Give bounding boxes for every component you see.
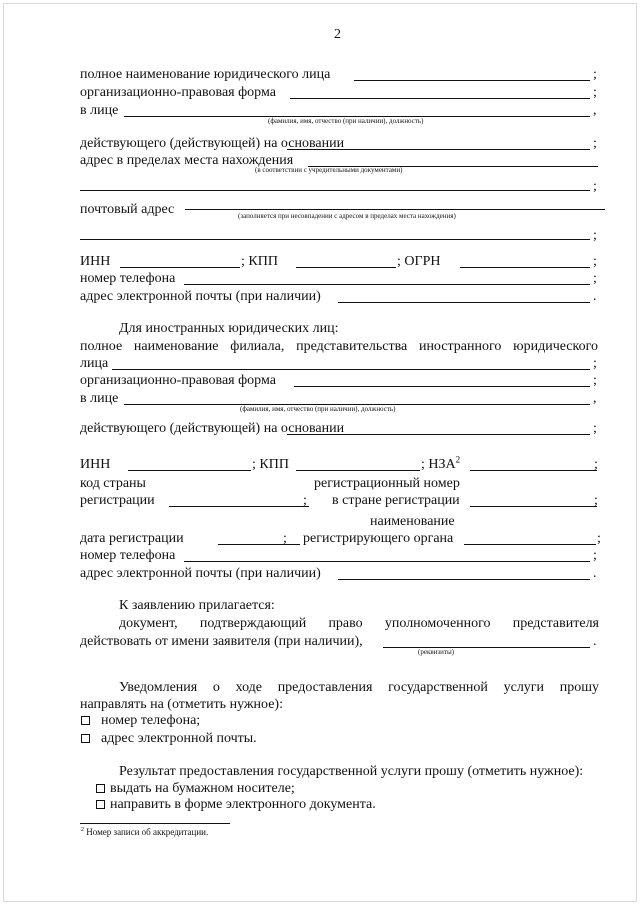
semicolon: ;	[597, 531, 601, 546]
foreign-represented-by-label: в лице	[80, 391, 119, 406]
semicolon: ;	[593, 356, 597, 371]
result-paper-checkbox[interactable]	[96, 784, 105, 793]
foreign-full-name-label: полное наименование филиала, представительства иностранного юридического	[80, 339, 598, 354]
charter-hint: (в соответствии с учредительными документами)	[255, 166, 403, 174]
notifications-line2: направлять на (отметить нужное):	[80, 697, 283, 712]
postal-field-line2[interactable]	[80, 239, 590, 240]
reg-number-label: регистрационный номер	[314, 476, 460, 491]
nza-footnote-mark: 2	[455, 454, 461, 465]
foreign-kpp-field[interactable]	[296, 470, 420, 471]
nza-field[interactable]	[470, 470, 597, 471]
org-form-field[interactable]	[290, 98, 590, 99]
foreign-heading: Для иностранных юридических лиц:	[119, 321, 339, 336]
foreign-phone-label: номер телефона	[80, 548, 176, 563]
notify-phone-checkbox[interactable]	[81, 716, 90, 725]
foreign-email-label: адрес электронной почты (при наличии)	[80, 566, 321, 581]
foreign-org-form-label: организационно-правовая форма	[80, 373, 276, 388]
notify-email-label: адрес электронной почты.	[101, 731, 257, 746]
attachments-heading: К заявлению прилагается:	[119, 598, 275, 613]
semicolon: ;	[593, 373, 597, 388]
footnote-mark: 2	[81, 827, 84, 833]
semicolon: ;	[593, 136, 597, 151]
fio-hint: (фамилия, имя, отчество (при наличии), должность)	[268, 117, 424, 125]
semicolon: ;	[303, 493, 307, 508]
acting-label: действующего (действующей) на основании	[80, 136, 345, 151]
postal-label: почтовый адрес	[80, 202, 175, 217]
notify-phone-label: номер телефона;	[101, 713, 201, 728]
semicolon: ;	[594, 493, 598, 508]
period: .	[593, 566, 597, 581]
kpp-field[interactable]	[296, 267, 396, 268]
result-electronic-checkbox[interactable]	[96, 800, 105, 809]
semicolon: ;	[593, 548, 597, 563]
inn-field[interactable]	[120, 267, 240, 268]
period: .	[593, 634, 597, 649]
org-form-label: организационно-правовая форма	[80, 85, 276, 100]
authority-field[interactable]	[464, 544, 596, 545]
address-label: адрес в пределах места нахождения	[80, 153, 294, 168]
comma: ,	[593, 391, 597, 406]
attachments-doc-line1: документ, подтверждающий право уполномоченного представителя	[119, 616, 599, 631]
foreign-acting-label: действующего (действующей) на основании	[80, 421, 345, 436]
notify-email-checkbox[interactable]	[81, 734, 90, 743]
semicolon: ;	[593, 421, 597, 436]
phone-field[interactable]	[184, 284, 590, 285]
reg-number-label-line2: в стране регистрации	[332, 493, 460, 508]
semicolon: ;	[593, 85, 597, 100]
foreign-org-form-field[interactable]	[294, 386, 590, 387]
phone-label: номер телефона	[80, 271, 176, 286]
attachments-doc-line2: действовать от имени заявителя (при наличии),	[80, 634, 363, 649]
nza-label: ; НЗА$^2$	[421, 454, 461, 472]
footnote-divider	[80, 823, 230, 824]
comma: ,	[593, 103, 597, 118]
email-field[interactable]	[338, 302, 590, 303]
email-label: адрес электронной почты (при наличии)	[80, 289, 321, 304]
period: .	[593, 289, 597, 304]
foreign-inn-field[interactable]	[128, 470, 251, 471]
semicolon: ;	[283, 531, 287, 546]
reg-date-field[interactable]	[218, 544, 300, 545]
requisites-hint: (реквизиты)	[418, 648, 454, 656]
foreign-acting-field[interactable]	[287, 434, 590, 435]
country-code-label: код страны	[80, 476, 146, 491]
semicolon: ;	[593, 228, 597, 243]
page-number: 2	[334, 27, 341, 42]
result-paper-label: выдать на бумажном носителе;	[110, 781, 295, 796]
full-name-label: полное наименование юридического лица	[80, 67, 331, 82]
country-code-label-line2: регистрации	[80, 493, 155, 508]
foreign-email-field[interactable]	[338, 579, 590, 580]
foreign-full-name-field[interactable]	[112, 369, 590, 370]
notifications-line1: Уведомления о ходе предоставления государственной услуги прошу	[119, 680, 599, 695]
authority-label: наименование	[370, 514, 455, 529]
semicolon: ;	[593, 271, 597, 286]
reg-date-label: дата регистрации	[80, 531, 184, 546]
result-line1: Результат предоставления государственной услуги прошу (отметить нужное):	[119, 764, 584, 779]
full-name-field[interactable]	[354, 80, 590, 81]
foreign-full-name-label-line2: лица	[80, 356, 109, 371]
country-code-field[interactable]	[169, 506, 309, 507]
reg-number-field[interactable]	[470, 506, 597, 507]
ogrn-label: ; ОГРН	[397, 254, 441, 269]
semicolon: ;	[593, 179, 597, 194]
semicolon: ;	[593, 67, 597, 82]
ogrn-field[interactable]	[460, 267, 590, 268]
foreign-inn-label: ИНН	[80, 457, 111, 472]
foreign-kpp-label: ; КПП	[252, 457, 289, 472]
result-electronic-label: направить в форме электронного документа.	[110, 797, 376, 812]
footnote	[81, 827, 208, 837]
foreign-phone-field[interactable]	[184, 561, 590, 562]
address-field-line2[interactable]	[80, 190, 590, 191]
requisites-field[interactable]	[383, 647, 590, 648]
foreign-fio-hint: (фамилия, имя, отчество (при наличии), должность)	[240, 405, 396, 413]
inn-label: ИНН	[80, 254, 111, 269]
semicolon: ;	[593, 254, 597, 269]
represented-by-label: в лице	[80, 103, 119, 118]
acting-field[interactable]	[287, 149, 590, 150]
semicolon: ;	[594, 457, 598, 472]
footnote-text: Номер записи об аккредитации.	[86, 827, 209, 837]
postal-field[interactable]	[185, 209, 605, 210]
kpp-label: ; КПП	[241, 254, 278, 269]
postal-hint: (заполняется при несовпадении с адресом в пределах места нахождения)	[238, 212, 456, 220]
authority-label-line2: регистрирующего органа	[303, 531, 454, 546]
